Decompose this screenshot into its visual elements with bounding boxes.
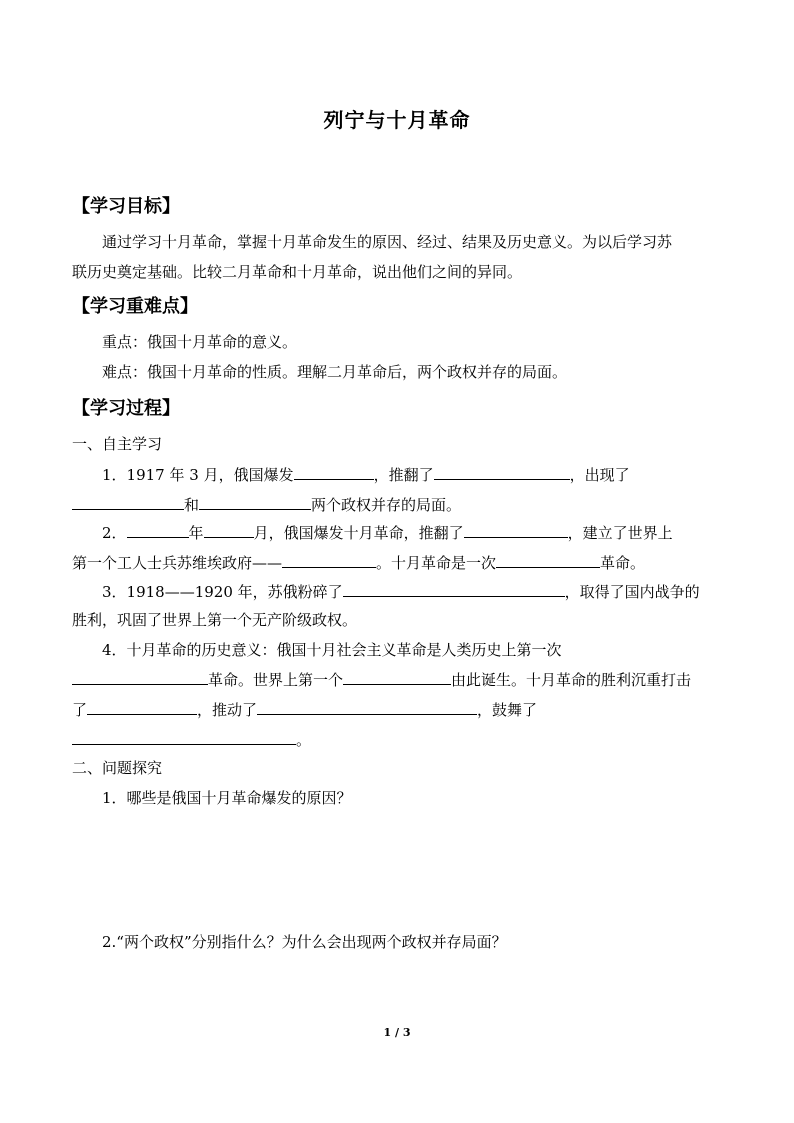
q4-text-f: ，鼓舞了 bbox=[477, 701, 538, 719]
key-points-heading: 【学习重难点】 bbox=[72, 296, 198, 317]
q1-text-a: 1．1917 年 3 月，俄国爆发 bbox=[102, 466, 294, 484]
goals-text-line-1: 通过学习十月革命，掌握十月革命发生的原因、经过、结果及历史意义。为以后学习苏 bbox=[102, 233, 673, 251]
q1-blank-2[interactable] bbox=[434, 464, 570, 480]
q2-blank-overthrew[interactable] bbox=[464, 522, 568, 538]
q3-text-b: ，取得了国内战争的 bbox=[564, 583, 700, 601]
difficult-point-text: 难点：俄国十月革命的性质。理解二月革命后，两个政权并存的局面。 bbox=[102, 363, 568, 381]
question-4-line-2 bbox=[72, 669, 691, 690]
inquiry-question-2: 2.“两个政权”分别指什么？为什么会出现两个政权并存局面？ bbox=[102, 933, 507, 951]
q2-text-d: ，建立了世界上 bbox=[567, 524, 673, 542]
q4-blank-2[interactable] bbox=[343, 669, 451, 685]
q1-text-c: ，出现了 bbox=[569, 466, 630, 484]
q1-blank-3[interactable] bbox=[72, 494, 184, 510]
q2-text-e: 第一个工人士兵苏维埃政府—— bbox=[72, 554, 283, 572]
goals-heading: 【学习目标】 bbox=[72, 196, 180, 217]
q3-text-a: 3．1918——1920 年，苏俄粉碎了 bbox=[102, 583, 343, 601]
q1-blank-1[interactable] bbox=[294, 464, 374, 480]
q2-text-f: 。十月革命是一次 bbox=[376, 554, 497, 572]
q3-blank[interactable] bbox=[343, 581, 565, 597]
q4-text-b: 革命。世界上第一个 bbox=[208, 671, 344, 689]
q2-blank-revolution-type[interactable] bbox=[496, 552, 600, 568]
goals-text-line-2: 联历史奠定基础。比较二月革命和十月革命，说出他们之间的异同。 bbox=[72, 263, 523, 281]
page-number: 1 / 3 bbox=[383, 1026, 411, 1039]
key-point-text: 重点：俄国十月革命的意义。 bbox=[102, 333, 298, 351]
q4-text-c: 由此诞生。十月革命的胜利沉重打击 bbox=[451, 671, 692, 689]
process-heading: 【学习过程】 bbox=[72, 398, 180, 419]
q2-text-b: 年 bbox=[188, 524, 204, 542]
q4-blank-4[interactable] bbox=[257, 699, 477, 715]
q2-blank-year[interactable] bbox=[127, 522, 189, 538]
q4-blank-3[interactable] bbox=[87, 699, 197, 715]
question-1-line-2 bbox=[72, 494, 461, 515]
q2-blank-month[interactable] bbox=[204, 522, 254, 538]
question-4-line-1: 4．十月革命的历史意义：俄国十月社会主义革命是人类历史上第一次 bbox=[102, 641, 562, 659]
question-3-line-2: 胜利，巩固了世界上第一个无产阶级政权。 bbox=[72, 611, 358, 629]
page-title: 列宁与十月革命 bbox=[323, 108, 471, 132]
q2-text-a: 2． bbox=[102, 524, 127, 542]
question-4-line-4 bbox=[72, 729, 311, 750]
q1-blank-4[interactable] bbox=[199, 494, 311, 510]
q2-blank-government[interactable] bbox=[282, 552, 376, 568]
inquiry-question-1: 1．哪些是俄国十月革命爆发的原因？ bbox=[102, 789, 352, 807]
question-4-line-3 bbox=[72, 699, 537, 720]
q4-blank-1[interactable] bbox=[72, 669, 208, 685]
q2-text-c: 月，俄国爆发十月革命，推翻了 bbox=[253, 524, 464, 542]
question-3-line-1 bbox=[102, 581, 700, 602]
q1-text-d: 和 bbox=[184, 496, 200, 514]
question-1-line-1 bbox=[102, 464, 630, 485]
question-2-line-1 bbox=[102, 522, 673, 543]
question-2-line-2 bbox=[72, 552, 645, 573]
q4-text-d: 了 bbox=[72, 701, 88, 719]
q1-text-e: 两个政权并存的局面。 bbox=[311, 496, 462, 514]
q4-text-e: ，推动了 bbox=[197, 701, 258, 719]
self-study-title: 一、自主学习 bbox=[72, 435, 163, 453]
q4-blank-5[interactable] bbox=[72, 729, 296, 745]
q2-text-g: 革命。 bbox=[600, 554, 646, 572]
inquiry-title: 二、问题探究 bbox=[72, 759, 163, 777]
q1-text-b: ，推翻了 bbox=[373, 466, 434, 484]
q4-text-g: 。 bbox=[296, 731, 312, 749]
